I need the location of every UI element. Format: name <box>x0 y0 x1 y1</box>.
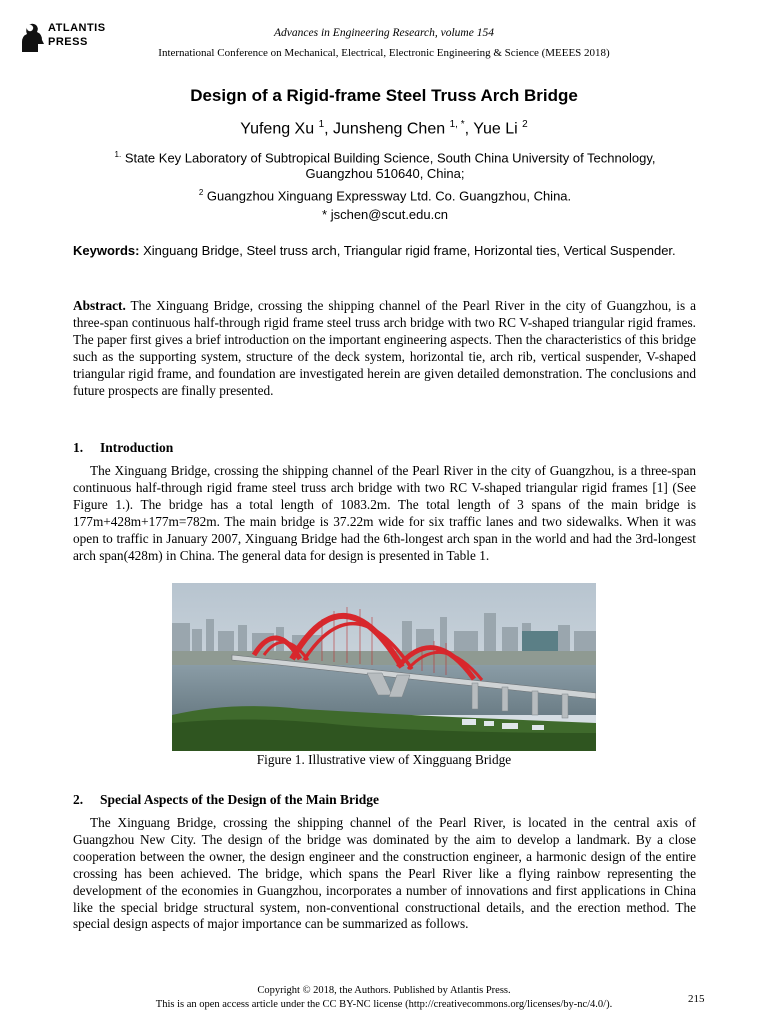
affiliation-text: State Key Laboratory of Subtropical Building Science, South China University of Technology, <box>124 150 656 166</box>
abstract-label: Abstract. <box>73 298 126 313</box>
author-name: Junsheng Chen <box>333 120 446 138</box>
section-heading-1 <box>73 440 173 456</box>
author-affiliation-mark: 1 <box>318 119 325 130</box>
author-name: Yue Li <box>473 120 518 138</box>
logo-text-atlantis: ATLANTIS <box>48 22 106 34</box>
page-number: 215 <box>688 993 705 1005</box>
paper-title: Design of a Rigid-frame Steel Truss Arch Bridge <box>190 86 578 105</box>
affiliation-text: Guangzhou 510640, China; <box>305 166 465 182</box>
glass-building <box>522 631 558 651</box>
journal-header: Advances in Engineering Research, volume 154 <box>274 27 494 39</box>
section-number: 1. <box>73 440 84 455</box>
affiliation-text: Guangzhou Xinguang Expressway Ltd. Co. Guangzhou, China. <box>206 188 572 204</box>
author-affiliation-mark: 1, * <box>449 119 465 130</box>
copyright-line: Copyright © 2018, the Authors. Published by Atlantis Press. <box>257 985 511 996</box>
abstract <box>73 298 696 399</box>
author-list: Yufeng Xu $^1$, Junsheng Chen $^{1, *}$, Yue Li $^2$ <box>240 119 528 138</box>
keywords <box>73 243 694 259</box>
bridge-photo-illustration <box>172 583 596 751</box>
logo-text-press: PRESS <box>48 36 88 48</box>
corresponding-email: * jschen@scut.edu.cn <box>322 207 448 222</box>
affiliation-1 <box>80 147 690 182</box>
affiliation-mark: 2 <box>198 188 204 197</box>
license-line: This is an open access article under the CC BY-NC license (http://creativecommons.org/licenses/by-nc/4.0/). <box>155 999 613 1010</box>
keywords-text: Xinguang Bridge, Steel truss arch, Triangular rigid frame, Horizontal ties, Vertical Suspender. <box>143 243 676 258</box>
affiliation-2 <box>80 185 690 204</box>
section-number: 2. <box>73 792 84 807</box>
section-title: Introduction <box>100 440 174 455</box>
figure-caption: Figure 1. Illustrative view of Xingguang Bridge <box>256 752 512 767</box>
section-heading-2 <box>73 792 379 808</box>
author-name: Yufeng Xu <box>240 120 315 138</box>
author-affiliation-mark: 2 <box>522 119 528 130</box>
bridge-photo <box>172 583 596 751</box>
keywords-label: Keywords: <box>73 243 140 258</box>
abstract-text: The Xinguang Bridge, crossing the shipping channel of the Pearl River in the city of Guangzhou, is a three-span continuous half-through rigid frame steel truss arch bridge with two RC V-shaped triangular rigid frames. The paper first gives a brief introduction on the important engineering aspects. Then the characteristics of this bridge such as the supporting system, structure of the deck system, horizontal tie, arch rib, vertical suspender, V-shaped triangular rigid frame, and foundation are investigated herein are given detailed demonstration. The conclusions and future prospects are finally presented. <box>73 298 696 398</box>
section-1-body: The Xinguang Bridge, crossing the shipping channel of the Pearl River in the city of Guangzhou, is a three-span continuous half-through rigid frame steel truss arch bridge with two RC V-shaped triangular rigid frames [1] (See Figure 1.). The bridge has a total length of 1083.2m. The total length of 3 spans of the main bridge is 177m+428m+177m=782m. The main bridge is 37.22m wide for six traffic lanes and two sidewalks. When it was open to traffic in January 2007, Xinguang Bridge had the 6th-longest arch span in the world and had the 3rd-longest arch span(428m) in China. The general data for design is presented in Table 1. <box>73 463 696 563</box>
conference-header: International Conference on Mechanical, Electrical, Electronic Engineering & Science (MEEES 2018) <box>158 47 610 59</box>
section-title: Special Aspects of the Design of the Main Bridge <box>100 792 379 807</box>
affiliation-mark: 1. <box>114 150 122 159</box>
section-2-body: The Xinguang Bridge, crossing the shipping channel of the Pearl River, is located in the central axis of Guangzhou New City. The design of the bridge was dominated by the aim to develop a landmark. By a close cooperation between the owner, the design engineer and the construction engineer, a harmonic design of the entire crossing has been achieved. The bridge, which spans the Pearl River like a flying rainbow representing the development of the economies in Guangzhou, incorporates a number of innovations and first applications in China like the special bridge structural system, non-conventional constructional details, and the erection method. The special design aspects of major importance can be summarized as follows. <box>73 815 696 932</box>
